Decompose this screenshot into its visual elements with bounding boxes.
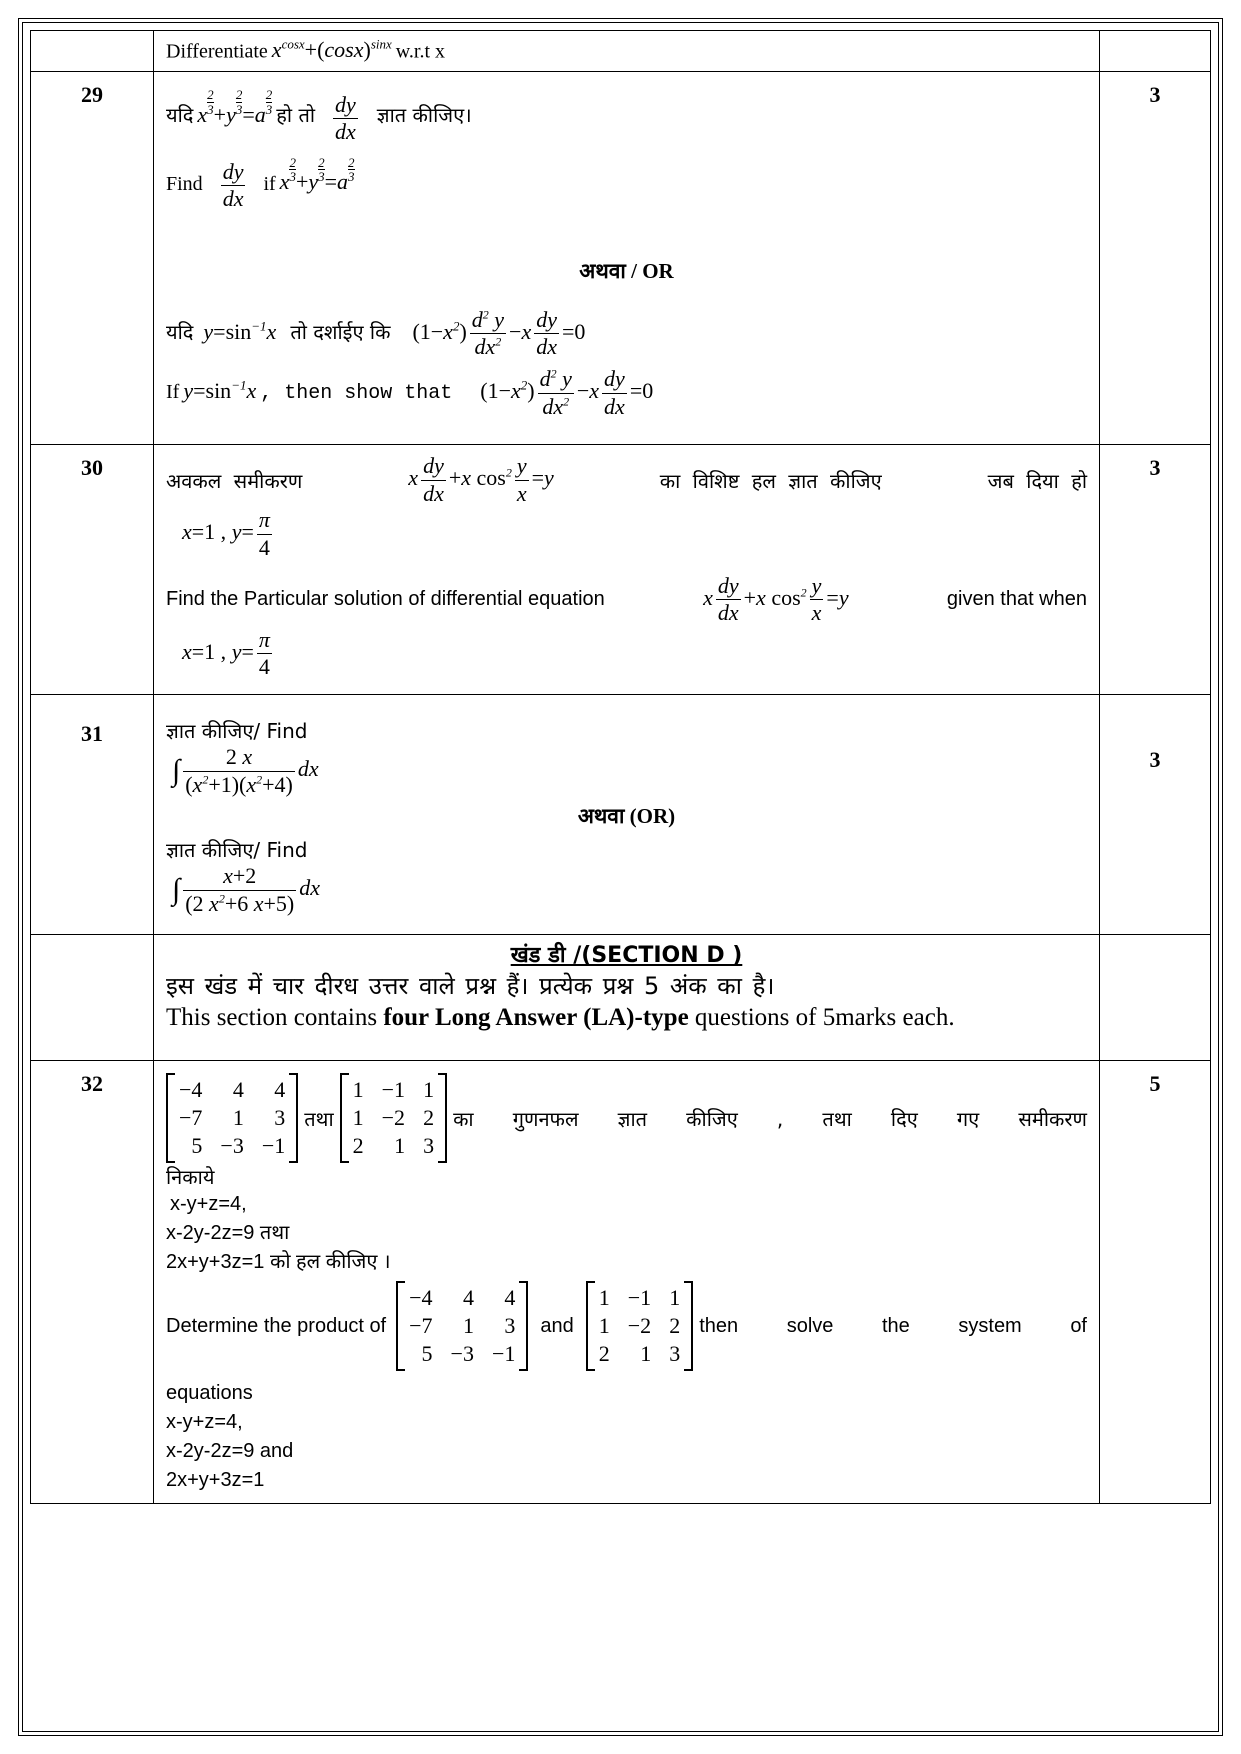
matrix-cell: −1 [381, 1077, 406, 1103]
q32-equation-3-hindi: 2x+y+3z=1 को हल कीजिए । [166, 1251, 391, 1274]
integral-expression: ∫ $\frac{2 x}{(x^2+1)(x^2+4)}$ dx [172, 744, 319, 797]
question-body-top [154, 31, 1100, 72]
q30-english-line [166, 573, 1087, 627]
differentiate-label: Differentiate [166, 40, 268, 63]
q29-equation: x $\frac{2}{3}$ +y $\frac{2}{3}$ =a $\frac{2}{3}$ [279, 154, 355, 195]
q32-hindi-matrix-line [166, 1073, 1087, 1163]
or-separator: अथवा / OR [579, 258, 674, 283]
matrix-cell: 3 [669, 1341, 681, 1367]
second-derivative-equation: $(1-x^2)$ $\frac{d^2 y}{dx^2}$ −x $\frac{dy}{dx}$ =0 [412, 306, 586, 360]
matrix-a [166, 1073, 298, 1163]
matrix-cell: 2 [669, 1313, 681, 1339]
matrix-cell: 5 [421, 1341, 433, 1367]
dy-dx-fraction: $\frac{dy}{dx}$ [222, 158, 244, 212]
question-number: 31 [31, 695, 154, 935]
matrix-cell: −2 [381, 1105, 406, 1131]
question-row-31 [31, 695, 1211, 935]
matrix-cell: 1 [598, 1313, 610, 1339]
q32-equation-1: x-y+z=4, [170, 1193, 247, 1216]
matrix-cell: 4 [232, 1077, 244, 1103]
math-expression: $x^{cosx}+(\cos x)^{sinx}$ [271, 37, 392, 63]
q30-hindi-suffix: का विशिष्ट हल ज्ञात कीजिए [659, 468, 882, 493]
question-number: 32 [31, 1061, 154, 1504]
section-en-prefix: This section contains [166, 1004, 378, 1032]
q29-hindi-prefix: यदि [166, 103, 194, 128]
q32-equation-1: x-y+z=4, [166, 1411, 243, 1434]
q29-hindi-mid: हो तो [276, 103, 316, 128]
q32-equation-2-hindi: x-2y-2z=9 तथा [166, 1222, 290, 1245]
matrix-b [586, 1281, 693, 1371]
question-row-top [31, 31, 1211, 72]
marks-value: 5 [1100, 1061, 1211, 1504]
q29-alt-en-mid: , then show that [260, 382, 453, 406]
matrix-b [340, 1073, 447, 1163]
question-table [30, 30, 1211, 1504]
matrix-cell: 1 [423, 1077, 435, 1103]
question-row-30 [31, 445, 1211, 695]
question-number-cell [31, 935, 154, 1061]
q30-en-prefix: Find the Particular solution of differential equation [166, 588, 605, 611]
initial-condition: x=1 , y= $\frac{\pi}{4}$ [182, 626, 270, 680]
dy-dx-fraction: $\frac{dy}{dx}$ [335, 91, 356, 145]
q32-en-prefix: Determine the product of [166, 1314, 387, 1337]
matrix-cell: 5 [191, 1133, 203, 1159]
matrix-cell: 4 [504, 1285, 516, 1311]
marks-value: 3 [1100, 445, 1211, 695]
matrix-a [396, 1281, 528, 1371]
q32-equation-3-english: 2x+y+3z=1 [166, 1469, 265, 1492]
initial-condition: x=1 , y= $\frac{\pi}{4}$ [182, 507, 270, 560]
question-number: 30 [31, 445, 154, 695]
q29-alt-english-line [166, 366, 1087, 420]
marks-cell [1100, 935, 1211, 1061]
q30-hindi-line [166, 453, 1087, 507]
q32-english-matrix-line [166, 1281, 1087, 1371]
matrix-cell: −4 [179, 1077, 203, 1103]
question-body-30 [154, 445, 1100, 695]
section-hindi-instruction: इस खंड में चार दीरध उत्तर वाले प्रश्न हैं। प्रत्येक प्रश्न 5 अंक का है। [166, 972, 775, 1001]
matrix-cell: 4 [274, 1077, 286, 1103]
matrix-cell: 4 [462, 1285, 474, 1311]
question-row-32 [31, 1061, 1211, 1504]
q32-hindi-tail2: निकाये [166, 1165, 215, 1190]
q29-hindi-line [166, 88, 1087, 145]
q32-equation-2-english: x-2y-2z=9 and [166, 1440, 294, 1463]
q32-en-tail: then solve the system of [699, 1314, 1087, 1337]
matrix-cell: −4 [409, 1285, 433, 1311]
q29-english-line [166, 156, 1087, 213]
matrix-cell: 2 [423, 1105, 435, 1131]
q32-hindi-tail: का गुणनफल ज्ञात कीजिए , तथा दिए गए समीकरण [453, 1106, 1087, 1131]
wrt-label: w.r.t x [395, 40, 446, 63]
q29-hindi-suffix: ज्ञात कीजिए। [376, 103, 472, 128]
matrix-cell: 1 [352, 1077, 364, 1103]
integral-expression: ∫ $\frac{x+2}{(2 x^2+6 x+5)}$ dx [172, 863, 320, 916]
q31-label: ज्ञात कीजिए/ Find [166, 719, 308, 744]
q31-alt-label: ज्ञात कीजिए/ Find [166, 838, 308, 863]
q30-en-suffix: given that when [946, 588, 1087, 611]
matrix-cell: −2 [627, 1313, 652, 1339]
inverse-sine-expression: $y=\sin^{-1}x$ [183, 378, 257, 404]
question-number: 29 [31, 72, 154, 445]
question-body-31 [154, 695, 1100, 935]
q32-en-and: and [540, 1314, 574, 1337]
matrix-cell: −1 [627, 1285, 652, 1311]
marks-value: 3 [1100, 695, 1211, 935]
matrix-cell: −1 [261, 1133, 286, 1159]
matrix-cell: 3 [274, 1105, 286, 1131]
section-en-suffix: questions of 5marks each. [694, 1004, 955, 1032]
matrix-cell: 2 [352, 1133, 364, 1159]
question-number-cell [31, 31, 154, 72]
differential-equation: x $\frac{dy}{dx}$ +x $\cos^2$ $\frac{y}{x}$ =y [703, 572, 849, 626]
matrix-cell: −3 [450, 1341, 474, 1367]
section-title: खंड डी /(SECTION D ) [510, 943, 743, 969]
differential-equation: x $\frac{dy}{dx}$ +x $\cos^2$ $\frac{y}{x}$ =y [408, 453, 554, 506]
matrix-cell: −1 [491, 1341, 516, 1367]
marks-value: 3 [1100, 72, 1211, 445]
matrix-cell: 3 [504, 1313, 516, 1339]
matrix-cell: 1 [598, 1285, 610, 1311]
q32-en-tail2: equations [166, 1382, 253, 1405]
section-d-row [31, 935, 1211, 1061]
inverse-sine-expression: $y=\sin^{-1}x$ [203, 318, 277, 344]
question-body-32 [154, 1061, 1100, 1504]
matrix-cell: 3 [423, 1133, 435, 1159]
q32-hindi-and: तथा [304, 1106, 334, 1131]
section-d-body [154, 935, 1100, 1061]
matrix-cell: 1 [640, 1341, 652, 1367]
matrix-cell: 1 [394, 1133, 406, 1159]
matrix-cell: 1 [462, 1313, 474, 1339]
q29-alt-hindi-mid: तो दर्शाईए कि [290, 319, 391, 344]
q29-alt-hindi-prefix: यदि [166, 319, 194, 344]
question-row-29 [31, 72, 1211, 445]
q29-alt-en-prefix: If [166, 381, 180, 404]
question-body-29 [154, 72, 1100, 445]
q30-hindi-end: जब दिया हो [987, 468, 1087, 493]
matrix-cell: 1 [352, 1105, 364, 1131]
marks-cell [1100, 31, 1211, 72]
or-separator: अथवा (OR) [577, 804, 676, 829]
q29-en-mid: if [263, 172, 276, 195]
matrix-cell: −7 [179, 1105, 203, 1131]
matrix-cell: 2 [598, 1341, 610, 1367]
q29-en-prefix: Find [166, 172, 203, 195]
matrix-cell: 1 [669, 1285, 681, 1311]
section-english-instruction [166, 1002, 1087, 1033]
section-en-bold: four Long Answer (LA)-type [383, 1004, 689, 1032]
q30-hindi-prefix: अवकल समीकरण [166, 468, 303, 493]
matrix-cell: −3 [220, 1133, 244, 1159]
q29-equation: x $\frac{2}{3}$ +y $\frac{2}{3}$ =a $\frac{2}{3}$ [197, 87, 273, 128]
q29-alt-hindi-line [166, 307, 1087, 361]
matrix-cell: 1 [232, 1105, 244, 1131]
matrix-cell: −7 [409, 1313, 433, 1339]
second-derivative-equation: $(1-x^2)$ $\frac{d^2 y}{dx^2}$ −x $\frac{dy}{dx}$ =0 [480, 366, 654, 419]
